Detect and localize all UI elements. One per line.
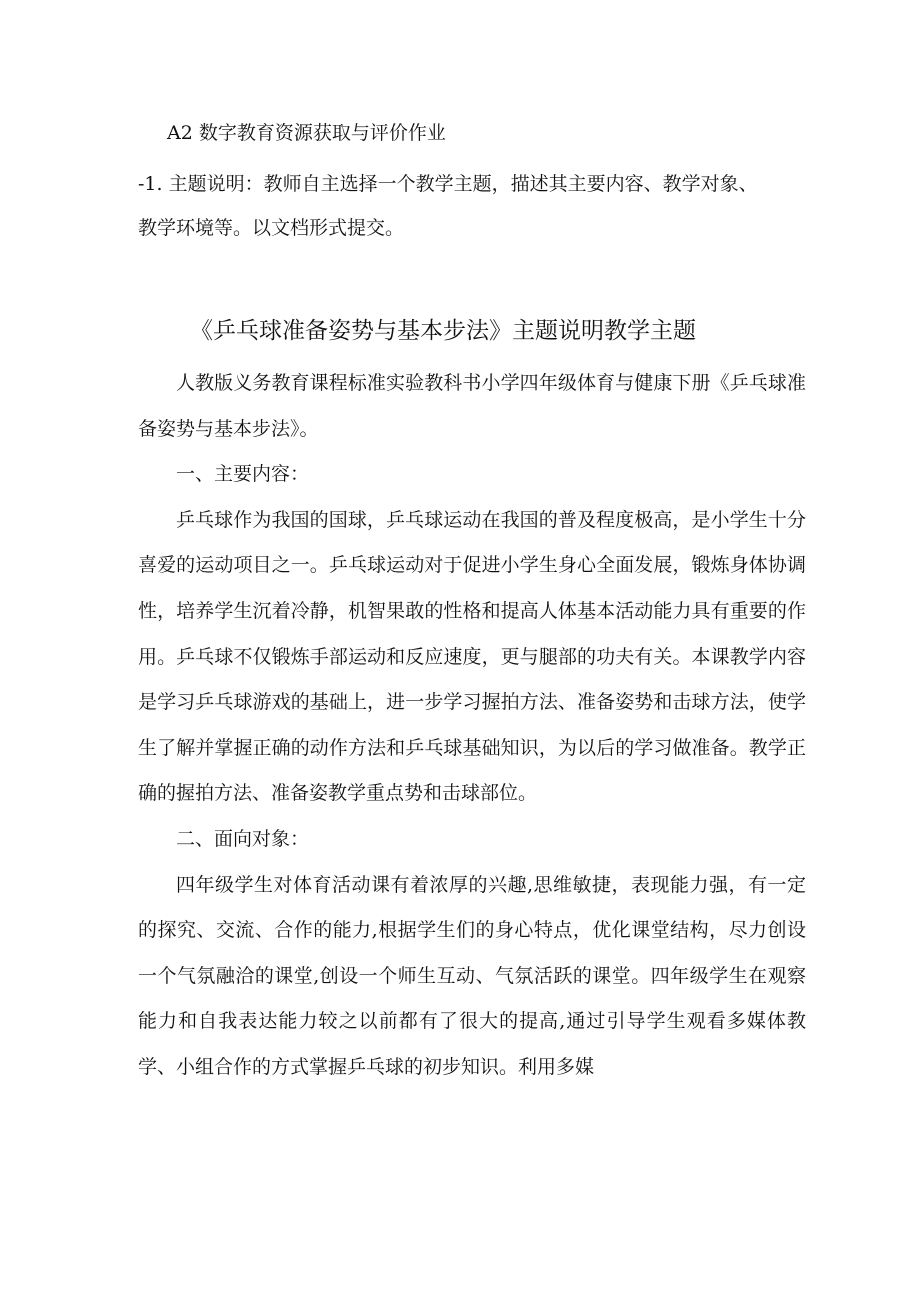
section2-paragraph: 四年级学生对体育活动课有着浓厚的兴趣,思维敏捷，表现能力强，有一定的探究、交流、合作的能力,根据学生们的身心特点，优化课堂结构，尽力创设一个气氛融洽的课堂,创设一个师生互动、气氛活跃的课堂。四年级学生在观察能力和自我表达能力较之以前都有了很大的提高,通过引导学生观看多媒体教学、小组合作的方式掌握乒乓球的初步知识。利用多媒: [138, 873, 806, 1078]
section1-paragraph: 乒乓球作为我国的国球，乒乓球运动在我国的普及程度极高，是小学生十分喜爱的运动项目之一。乒乓球运动对于促进小学生身心全面发展，锻炼身体协调性，培养学生沉着冷静，机智果敢的性格和提高人体基本活动能力具有重要的作用。乒乓球不仅锻炼手部运动和反应速度，更与腿部的功夫有关。本课教学内容是学习乒乓球游戏的基础上，进一步学习握拍方法、准备姿势和击球方法，使学生了解并掌握正确的动作方法和乒乓球基础知识，为以后的学习做准备。教学正确的握拍方法、准备姿教学重点势和击球部位。: [138, 508, 806, 805]
question-line-1: -1. 主题说明：教师自主选择一个教学主题，描述其主要内容、教学对象、: [138, 173, 758, 195]
assignment-header: A2 数字教育资源获取与评价作业: [167, 122, 446, 144]
question-line-2: 教学环境等。以文档形式提交。: [138, 217, 405, 239]
section1-heading: 一、主要内容：: [176, 463, 310, 486]
section2-heading: 二、面向对象：: [176, 827, 310, 850]
document-body: [138, 361, 806, 1091]
document-title: 《乒乓球准备姿势与基本步法》主题说明教学主题: [190, 318, 696, 344]
intro-paragraph: 人教版义务教育课程标准实验教科书小学四年级体育与健康下册《乒乓球准备姿势与基本步法》。: [138, 372, 806, 440]
